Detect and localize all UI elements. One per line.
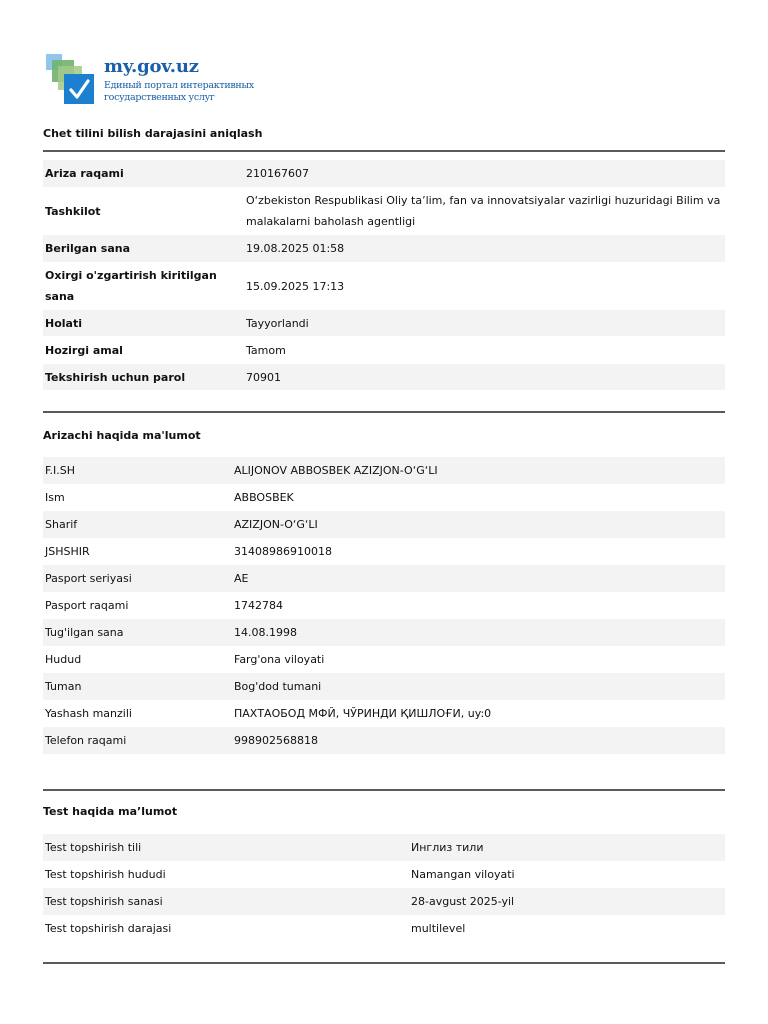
table-row <box>43 565 725 592</box>
row-label: Pasport seriyasi <box>43 565 232 592</box>
table-row <box>43 727 725 754</box>
application-section-title: Chet tilini bilish darajasini aniqlash <box>43 127 263 140</box>
row-value: 210167607 <box>244 160 725 187</box>
row-label: F.I.SH <box>43 457 232 484</box>
portal-logo[interactable] <box>46 54 286 110</box>
row-label: Hudud <box>45 653 82 666</box>
row-label: Oxirgi o'zgartirish kiritilgan sana <box>45 269 217 303</box>
table-row <box>43 834 725 861</box>
row-label: Test topshirish sanasi <box>43 888 409 915</box>
row-label: Ism <box>45 491 65 504</box>
table-row <box>43 619 725 646</box>
test-table <box>43 834 725 942</box>
row-value: ПАХТАОБОД МФЙ, ЧЎРИНДИ ҚИШЛОҒИ, uy:0 <box>234 707 492 720</box>
table-row <box>43 511 725 538</box>
checkmark-logo-icon <box>46 54 96 106</box>
table-row <box>43 861 725 888</box>
applicant-section-title: Arizachi haqida ma'lumot <box>43 429 201 442</box>
section-divider <box>43 962 725 964</box>
table-row <box>43 262 725 310</box>
table-row <box>43 915 725 942</box>
row-label: Telefon raqami <box>43 727 232 754</box>
table-row <box>43 235 725 262</box>
application-table <box>43 160 725 390</box>
row-value: AE <box>232 565 725 592</box>
row-value: 31408986910018 <box>234 545 332 558</box>
row-value: O‘zbekiston Respublikasi Oliy ta’lim, fan va innovatsiyalar vazirligi huzuridagi Bilim va malakalarni baholash agentligi <box>246 194 721 228</box>
row-label: Berilgan sana <box>43 235 244 262</box>
row-value: 19.08.2025 01:58 <box>244 235 725 262</box>
row-value: AZIZJON-O‘G‘LI <box>232 511 725 538</box>
row-label: Test topshirish darajasi <box>45 922 172 935</box>
table-row <box>43 888 725 915</box>
test-section-title: Test haqida ma’lumot <box>43 805 178 818</box>
row-label: Test topshirish tili <box>43 834 409 861</box>
applicant-table <box>43 457 725 754</box>
row-value: Инглиз тили <box>409 834 725 861</box>
logo-site-name: my.gov.uz <box>104 56 199 77</box>
row-value: ALIJONOV ABBOSBEK AZIZJON-O‘G‘LI <box>232 457 725 484</box>
row-value: Tamom <box>246 343 286 357</box>
row-label: Tashkilot <box>45 204 101 218</box>
row-value: Namangan viloyati <box>411 868 515 881</box>
table-row <box>43 700 725 727</box>
row-value: Farg'ona viloyati <box>234 653 325 666</box>
table-row <box>43 673 725 700</box>
row-value: 1742784 <box>234 599 283 612</box>
table-row <box>43 538 725 565</box>
row-value: 15.09.2025 17:13 <box>246 279 345 293</box>
row-label: Hozirgi amal <box>45 343 123 357</box>
row-value: Tayyorlandi <box>244 310 725 336</box>
row-value: 28-avgust 2025-yil <box>409 888 725 915</box>
row-label: Sharif <box>43 511 232 538</box>
row-label: JSHSHIR <box>45 545 90 558</box>
table-row <box>43 457 725 484</box>
table-row <box>43 187 725 235</box>
row-value: 70901 <box>244 364 725 390</box>
logo-subtitle-line1: Единый портал интерактивных <box>104 80 254 91</box>
row-label: Yashash manzili <box>45 707 132 720</box>
row-value: ABBOSBEK <box>234 491 294 504</box>
row-label: Pasport raqami <box>45 599 129 612</box>
section-divider <box>43 411 725 413</box>
table-row <box>43 310 725 336</box>
row-value: Bog'dod tumani <box>232 673 725 700</box>
table-row <box>43 646 725 673</box>
row-label: Ariza raqami <box>43 160 244 187</box>
table-row <box>43 484 725 511</box>
row-label: Tug'ilgan sana <box>43 619 232 646</box>
row-value: 998902568818 <box>232 727 725 754</box>
section-divider <box>43 789 725 791</box>
row-value: 14.08.1998 <box>232 619 725 646</box>
logo-subtitle-line2: государственных услуг <box>104 91 215 103</box>
table-row <box>43 336 725 364</box>
table-row <box>43 160 725 187</box>
row-label: Tekshirish uchun parol <box>43 364 244 390</box>
table-row <box>43 364 725 390</box>
row-value: multilevel <box>411 922 466 935</box>
section-divider <box>43 150 725 152</box>
table-row <box>43 592 725 619</box>
row-label: Test topshirish hududi <box>45 868 166 881</box>
row-label: Holati <box>43 310 244 336</box>
logo-subtitle <box>104 80 294 103</box>
row-label: Tuman <box>43 673 232 700</box>
